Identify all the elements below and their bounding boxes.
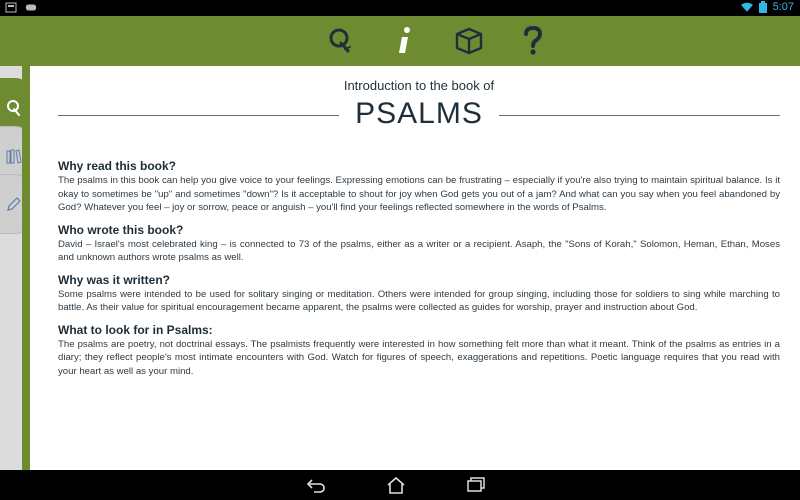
book-title: PSALMS: [355, 97, 483, 130]
recent-apps-button[interactable]: [465, 474, 487, 496]
back-icon: [306, 477, 326, 493]
section-body: David – Israel's most celebrated king – is connected to 73 of the psalms, either as a writer or a recipient. Asaph, the "Sons of Korah," Solomon, Heman, Ethan, Moses and unknown authors wrote psalms as well.: [58, 238, 780, 263]
title-rule-left: [58, 115, 339, 116]
title-row: [58, 97, 780, 131]
section-why-written: [58, 273, 780, 315]
home-button[interactable]: [385, 474, 407, 496]
system-nav-bar: [0, 470, 800, 500]
books-icon: [6, 148, 22, 164]
section-who-wrote: [58, 223, 780, 265]
title-rule-right: [499, 115, 780, 116]
gamepad-icon: [25, 2, 37, 13]
pencil-icon: [6, 196, 22, 212]
content-panel: [30, 66, 800, 470]
notification-icon: [5, 2, 17, 13]
info-icon: [396, 26, 414, 56]
section-heading: What to look for in Psalms:: [58, 322, 213, 337]
search-q-icon: [328, 27, 354, 55]
explore-button[interactable]: [448, 20, 490, 62]
home-icon: [386, 476, 406, 494]
search-q-icon: [6, 99, 22, 117]
recent-apps-icon: [466, 477, 486, 493]
section-heading: Who wrote this book?: [58, 222, 184, 237]
help-button[interactable]: [512, 20, 554, 62]
battery-icon: [759, 1, 767, 13]
rail-divider: [22, 66, 30, 470]
help-icon: [522, 26, 544, 56]
section-body: The psalms are poetry, not doctrinal essays. The psalmists frequently were interested in how something felt more than what it meant. Think of the psalms as entries in a diary; they reflect people's most intimate encounters with God. Watch for figures of speech, exaggerations and repetitions. Poetic language requires that you read with your heart as well as your mind.: [58, 338, 780, 377]
intro-text: Introduction to the book of: [343, 78, 495, 93]
wifi-icon: [741, 2, 753, 13]
clock: 5:07: [772, 1, 794, 13]
info-button[interactable]: [384, 20, 426, 62]
section-heading: Why read this book?: [58, 159, 177, 173]
intro-sections: [58, 159, 780, 378]
section-why-read: [58, 159, 780, 215]
search-button[interactable]: [320, 20, 362, 62]
status-bar: [0, 0, 800, 16]
section-body: Some psalms were intended to be used for solitary singing or meditation. Others were intended for group singing, including those for soldiers to sing while marching to battle. As their value for spiritual encouragement became apparent, the psalms were collected as guides for worship, prayer and instruction about God.: [58, 288, 780, 313]
app-header: [0, 16, 800, 66]
cube-icon: [454, 26, 484, 56]
header-toolbar: [320, 20, 554, 62]
section-heading: Why was it written?: [58, 272, 171, 287]
section-what-to-look-for: [58, 323, 780, 379]
back-button[interactable]: [305, 474, 327, 496]
section-body: The psalms in this book can help you give voice to your feelings. Expressing emotions can be frustrating – especially if you're also trying to maintain spiritual balance. Is it okay to sometimes be "up" and sometimes "down"? Is it acceptable to shout for joy when God gets you out of a jam? And what can you say when you feel abandoned by God? Whatever you feel – joy or sorrow, peace or anguish – you'll find your feelings reflected somewhere in the words of Psalms.: [58, 175, 780, 213]
